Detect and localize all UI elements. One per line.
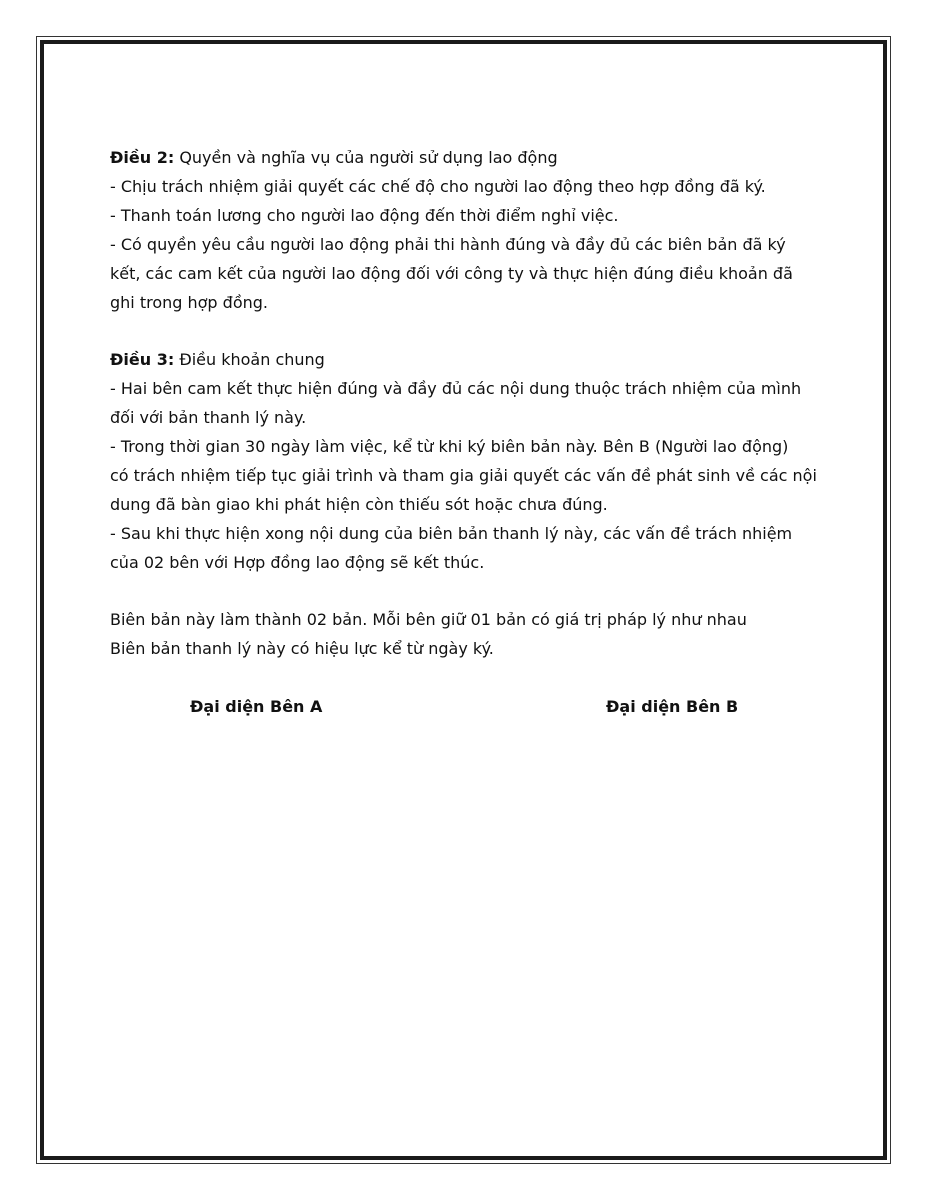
article-3-section [110,345,830,577]
article-2-line-2: - Thanh toán lương cho người lao động đến thời điểm nghỉ việc. [110,206,619,225]
article-3-line-7: của 02 bên với Hợp đồng lao động sẽ kết thúc. [110,553,485,572]
signature-party-b: Đại diện Bên B [606,697,739,716]
closing-line-2: Biên bản thanh lý này có hiệu lực kể từ ngày ký. [110,639,494,658]
article-3-line-4: có trách nhiệm tiếp tục giải trình và tham gia giải quyết các vấn đề phát sinh về các nội [110,466,817,485]
closing-section [110,605,830,663]
article-3-heading [110,345,830,374]
article-2-title: Quyền và nghĩa vụ của người sử dụng lao động [174,148,558,167]
article-2-line-1: - Chịu trách nhiệm giải quyết các chế độ cho người lao động theo hợp đồng đã ký. [110,177,766,196]
article-3-line-2: đối với bản thanh lý này. [110,408,307,427]
article-3-line-6: - Sau khi thực hiện xong nội dung của biên bản thanh lý này, các vấn đề trách nhiệm [110,524,793,543]
signature-party-a: Đại diện Bên A [190,697,323,716]
document-body [110,143,830,691]
article-2-line-5: ghi trong hợp đồng. [110,293,268,312]
article-2-label: Điều 2: [110,148,175,167]
article-3-line-1: - Hai bên cam kết thực hiện đúng và đầy đủ các nội dung thuộc trách nhiệm của mình [110,379,802,398]
signature-block [0,697,927,727]
article-3-line-5: dung đã bàn giao khi phát hiện còn thiếu sót hoặc chưa đúng. [110,495,608,514]
article-3-label: Điều 3: [110,350,175,369]
article-3-line-3: - Trong thời gian 30 ngày làm việc, kể từ khi ký biên bản này. Bên B (Người lao động) [110,437,789,456]
closing-line-1: Biên bản này làm thành 02 bản. Mỗi bên giữ 01 bản có giá trị pháp lý như nhau [110,610,747,629]
article-2-line-3: - Có quyền yêu cầu người lao động phải thi hành đúng và đầy đủ các biên bản đã ký [110,235,786,254]
article-2-line-4: kết, các cam kết của người lao động đối với công ty và thực hiện đúng điều khoản đã [110,264,793,283]
article-3-title: Điều khoản chung [174,350,325,369]
article-2-heading [110,143,830,172]
article-2-section [110,143,830,317]
